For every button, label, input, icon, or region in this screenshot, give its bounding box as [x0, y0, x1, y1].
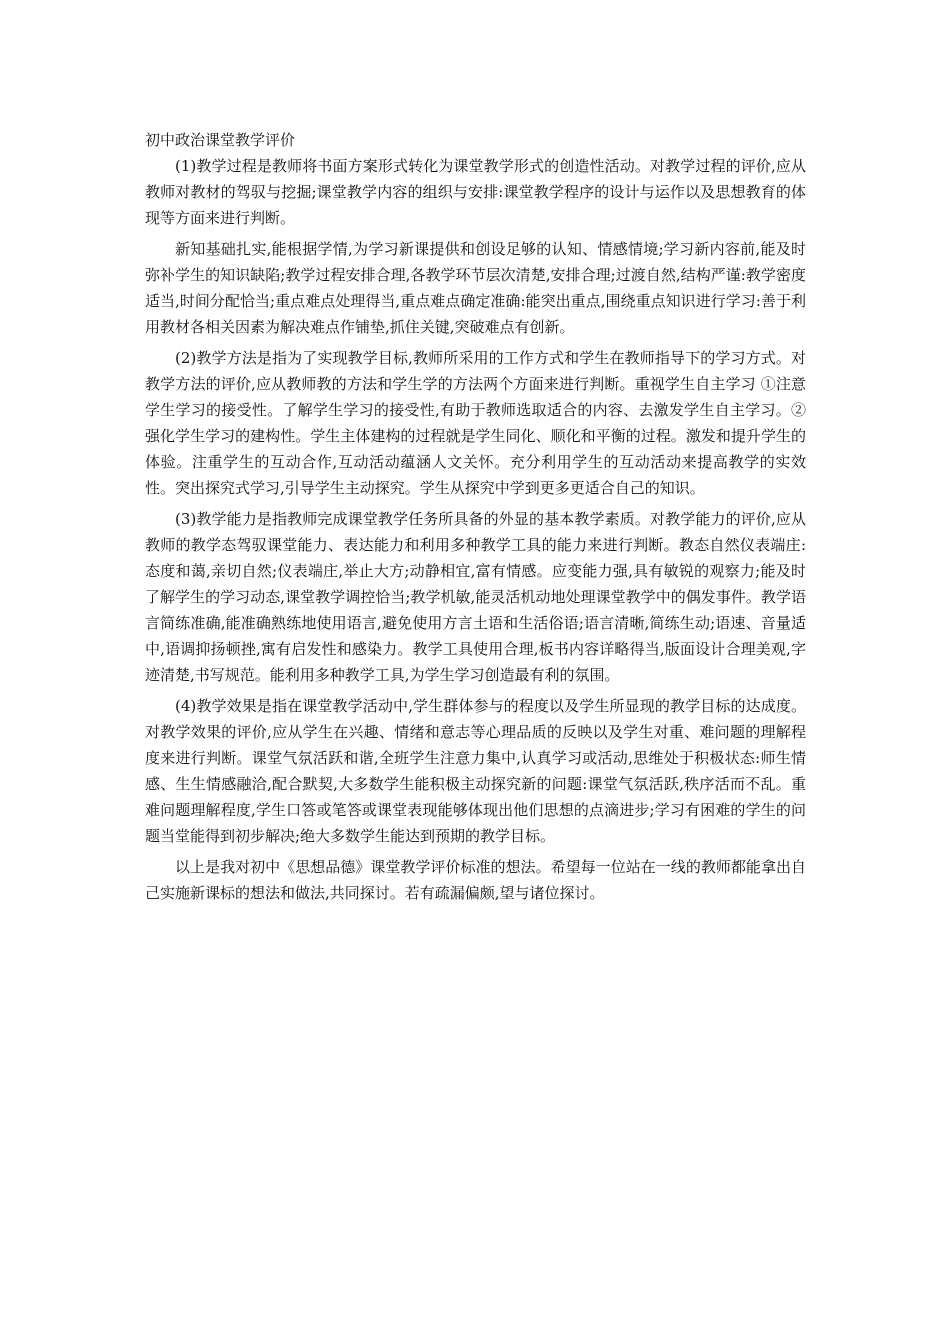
document-body: [145, 127, 806, 906]
paragraph-teaching-method: (2)教学方法是指为了实现教学目标,教师所采用的工作方式和学生在教师指导下的学习方式。对教学方法的评价,应从教师教的方法和学生学的方法两个方面来进行判断。重视学生自主学习 ①注意学生学习的接受性。了解学生学习的接受性,有助于教师选取适合的内容、去激发学生自主学习。②强化学生学习的建构性。学生主体建构的过程就是学生同化、顺化和平衡的过程。激发和提升学生的体验。注重学生的互动合作,互动活动蕴涵人文关怀。充分利用学生的互动活动来提高教学的实效性。突出探究式学习,引导学生主动探究。学生从探究中学到更多更适合自己的知识。: [145, 349, 806, 497]
paragraph-conclusion: 以上是我对初中《思想品德》课堂教学评价标准的想法。希望每一位站在一线的教师都能拿出自己实施新课标的想法和做法,共同探讨。若有疏漏偏颇,望与诸位探讨。: [145, 858, 806, 902]
document-title: 初中政治课堂教学评价: [145, 131, 296, 149]
paragraph-teaching-process: (1)教学过程是教师将书面方案形式转化为课堂教学形式的创造性活动。对教学过程的评价,应从教师对教材的驾驭与挖掘;课堂教学内容的组织与安排:课堂教学程序的设计与运作以及思想教育的体现等方面来进行判断。: [145, 157, 806, 227]
paragraph-knowledge-foundation: 新知基础扎实,能根据学情,为学习新课提供和创设足够的认知、情感情境;学习新内容前,能及时弥补学生的知识缺陷;教学过程安排合理,各教学环节层次清楚,安排合理;过渡自然,结构严谨:教学密度适当,时间分配恰当;重点难点处理得当,重点难点确定准确:能突出重点,围绕重点知识进行学习:善于利用教材各相关因素为解决难点作铺垫,抓住关键,突破难点有创新。: [145, 240, 806, 336]
paragraph-teaching-effect: (4)教学效果是指在课堂教学活动中,学生群体参与的程度以及学生所显现的教学目标的达成度。对教学效果的评价,应从学生在兴趣、情绪和意志等心理品质的反映以及学生对重、难问题的理解程度来进行判断。课堂气氛活跃和谐,全班学生注意力集中,认真学习或活动,思维处于积极状态:师生情感、生生情感融洽,配合默契,大多数学生能积极主动探究新的问题:课堂气氛活跃,秩序活而不乱。重难问题理解程度,学生口答或笔答或课堂表现能够体现出他们思想的点滴进步;学习有困难的学生的问题当堂能得到初步解决;绝大多数学生能达到预期的教学目标。: [145, 697, 806, 845]
paragraph-teaching-ability: (3)教学能力是指教师完成课堂教学任务所具备的外显的基本教学素质。对教学能力的评价,应从教师的教学态驾驭课堂能力、表达能力和利用多种教学工具的能力来进行判断。教态自然仪表端庄:态度和蔼,亲切自然;仪表端庄,举止大方;动静相宜,富有情感。应变能力强,具有敏锐的观察力;能及时了解学生的学习动态,课堂教学调控恰当;教学机敏,能灵活机动地处理课堂教学中的偶发事件。教学语言简练准确,能准确熟练地使用语言,避免使用方言土语和生活俗语;语言清晰,简练生动;语速、音量适中,语调抑扬顿挫,寓有启发性和感染力。教学工具使用合理,板书内容详略得当,版面设计合理美观,字迹清楚,书写规范。能利用多种教学工具,为学生学习创造最有利的氛围。: [145, 510, 806, 684]
